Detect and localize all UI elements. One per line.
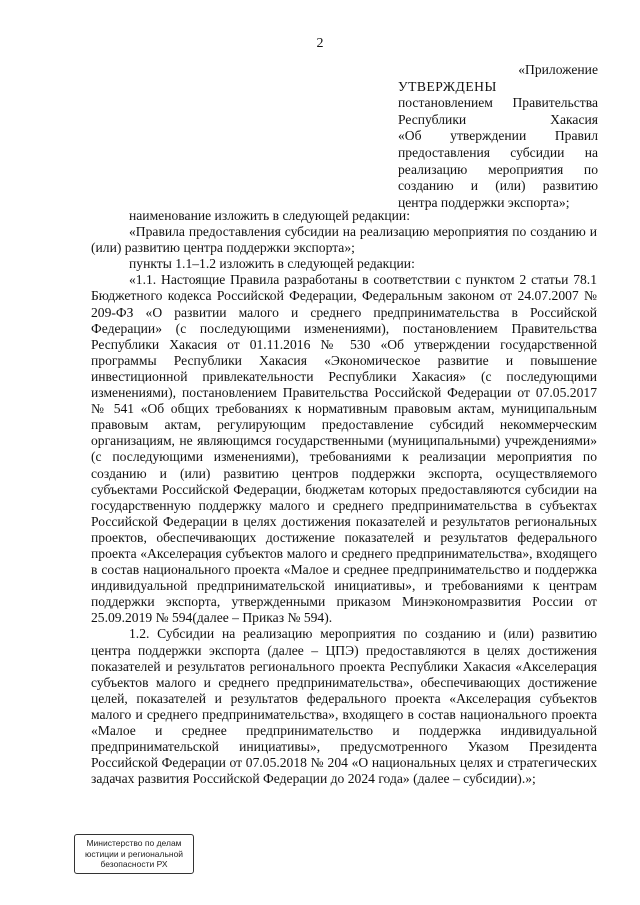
approval-line: реализацию мероприятия по [398, 161, 598, 177]
approval-line: центра поддержки экспорта»; [398, 194, 570, 210]
ministry-stamp [74, 834, 194, 874]
document-body [91, 208, 597, 787]
approval-line: «Об утверждении Правил [398, 128, 598, 144]
paragraph-points-instruction: пункты 1.1–1.2 изложить в следующей редакции: [129, 256, 415, 272]
approval-line: созданию и (или) развитию [398, 178, 598, 194]
approval-line: Республики Хакасия [398, 111, 598, 127]
paragraph-clause-1-1: «1.1. Настоящие Правила разработаны в соответствии с пунктом 2 статьи 78.1 Бюджетного кодекса Российской Федерации, Федеральным законом от 24.07.2007 № 209-ФЗ «О развитии малого и среднего предпринимательства в Российской Федерации» (с последующими изменениями), постановлением Правительства Республики Хакасия от 01.11.2016 № 530 «Об утверждении государственной программы Республики Хакасия «Экономическое развитие и повышение инвестиционной привлекательности Республики Хакасия» (с последующими изменениями), постановлением Правительства Российской Федерации от 07.05.2017 № 541 «Об общих требованиях к нормативным правовым актам, муниципальным правовым актам, регулирующим предоставление субсидий некоммерческим организациям, не являющимся государственными (муниципальными) учреждениями» (с последующими изменениями), требованиями к реализации мероприятия по созданию и (или) развитию центров поддержки экспорта, осуществляемого субъектами Российской Федерации, бюджетам которых предоставляются субсидии на государственную поддержку малого и среднего предпринимательства в субъектах Российской Федерации в целях достижения показателей и результатов региональных проектов, обеспечивающих достижение показателей и результатов федерального проекта «Акселерация субъектов малого и среднего предпринимательства», входящего в состав национального проекта «Малое и среднее предпринимательство и поддержка индивидуальной предпринимательской инициативы», и требованиями к центрам поддержки экспорта, утвержденными приказом Минэкономразвития России от 25.09.2019 № 594(далее – Приказ № 594). [91, 272, 597, 626]
approval-line: постановлением Правительства [398, 95, 598, 111]
stamp-line: безопасности РХ [100, 859, 168, 869]
paragraph-clause-1-2: 1.2. Субсидии на реализацию мероприятия по созданию и (или) развитию центра поддержки экспорта (далее – ЦПЭ) предоставляются в целях достижения показателей и результатов регионального проекта Республики Хакасия «Акселерация субъектов малого и среднего предпринимательства», обеспечивающих достижение целей, показателей и результатов федерального проекта «Акселерация субъектов малого и среднего предпринимательства», входящего в состав национального проекта «Малое и среднее предпринимательство и поддержка индивидуальной предпринимательской инициативы», предусмотренного Указом Президента Российской Федерации от 07.05.2018 № 204 «О национальных целях и стратегических задачах развития Российской Федерации до 2024 года» (далее – субсидии).»; [91, 626, 597, 787]
paragraph-title-instruction: наименование изложить в следующей редакции: [129, 208, 410, 223]
approval-block [398, 62, 598, 211]
stamp-line: Министерство по делам [86, 838, 182, 848]
approval-heading: УТВЕРЖДЕНЫ [398, 78, 497, 94]
approval-appendix-line: «Приложение [518, 62, 598, 77]
paragraph-new-title: «Правила предоставления субсидии на реализацию мероприятия по созданию и (или) развитию центра поддержки экспорта»; [91, 224, 597, 256]
page-number: 2 [316, 36, 324, 51]
approval-line: предоставления субсидии на [398, 144, 598, 160]
stamp-line: юстиции и региональной [84, 848, 184, 859]
